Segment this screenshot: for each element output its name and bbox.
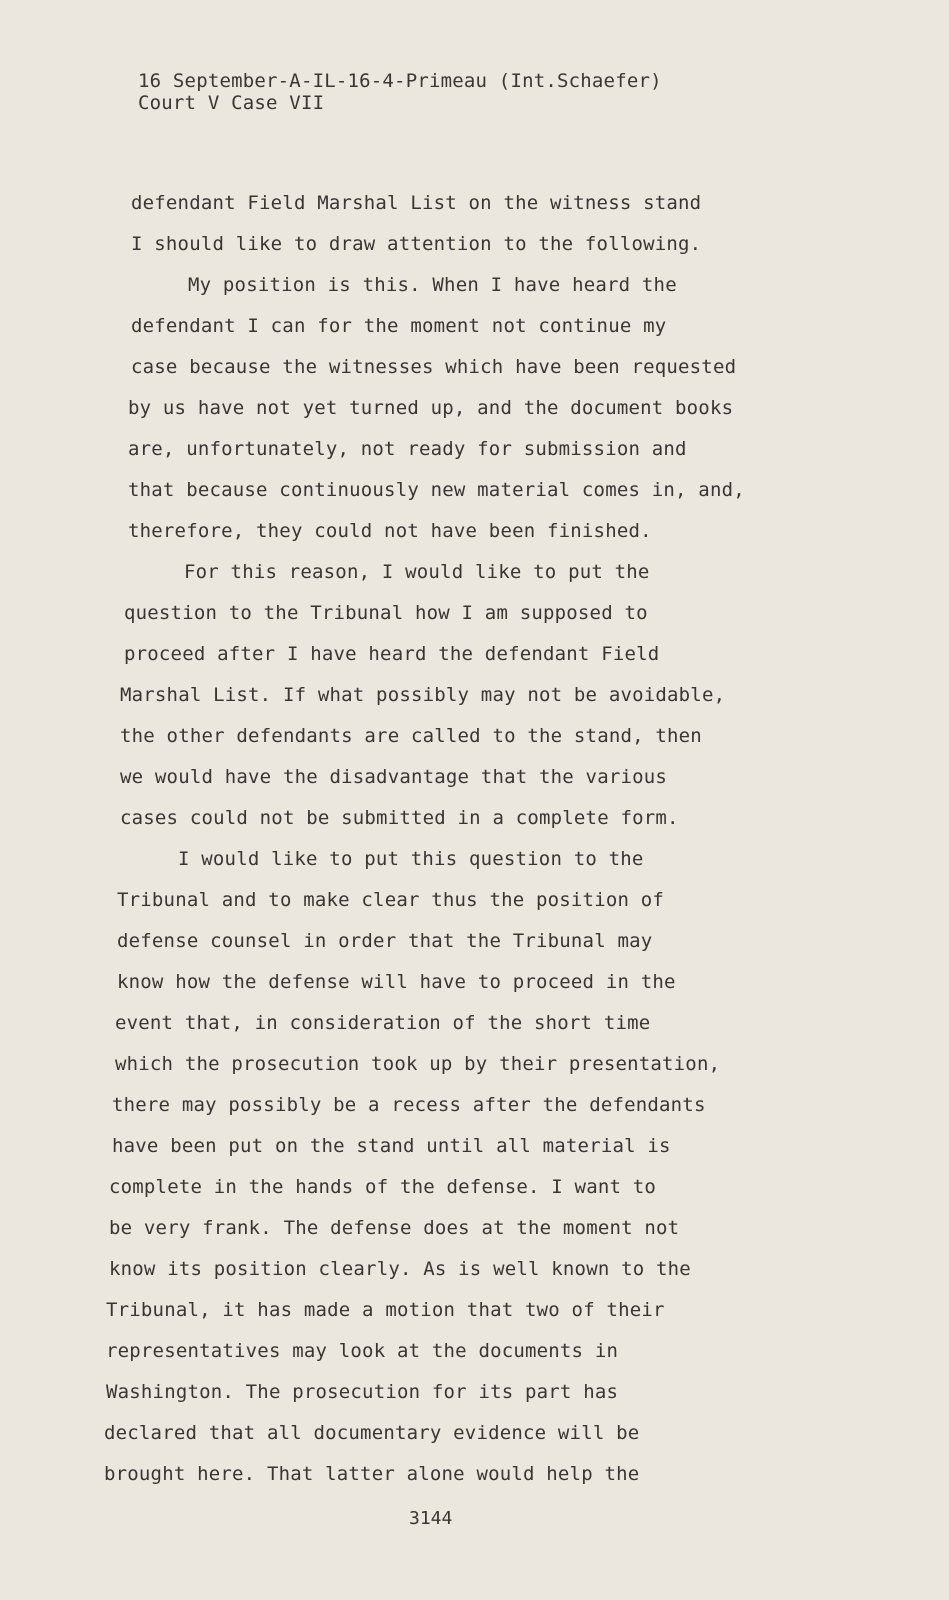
- text-line: declared that all documentary evidence will be: [104, 1422, 640, 1444]
- text-line: event that, in consideration of the short time: [115, 1012, 651, 1034]
- header-session-line: 16 September-A-IL-16-4-Primeau (Int.Schaefer): [138, 70, 662, 92]
- text-line: which the prosecution took up by their presentation,: [115, 1053, 721, 1075]
- text-line: have been put on the stand until all material is: [112, 1135, 671, 1157]
- page-number: 3144: [409, 1508, 453, 1529]
- text-line: cases could not be submitted in a complete form.: [120, 807, 679, 829]
- text-line: proceed after I have heard the defendant Field: [124, 643, 660, 665]
- text-line: we would have the disadvantage that the various: [120, 766, 668, 788]
- text-line: case because the witnesses which have been requested: [131, 356, 737, 378]
- text-line: therefore, they could not have been finished.: [128, 520, 652, 542]
- text-line: My position is this. When I have heard the: [188, 274, 677, 296]
- text-line: question to the Tribunal how I am supposed to: [124, 602, 648, 624]
- text-line: Marshal List. If what possibly may not be avoidable,: [120, 684, 726, 706]
- text-line: defendant I can for the moment not continue my: [131, 315, 667, 337]
- text-line: that because continuously new material comes in, and,: [128, 479, 745, 501]
- header-court-line: Court V Case VII: [138, 92, 325, 114]
- text-line: brought here. That latter alone would help the: [104, 1463, 640, 1485]
- text-line: For this reason, I would like to put the: [184, 561, 650, 583]
- text-line: be very frank. The defense does at the moment not: [109, 1217, 680, 1239]
- text-line: I should like to draw attention to the following.: [131, 233, 702, 255]
- text-line: defense counsel in order that the Tribunal may: [117, 930, 653, 952]
- text-line: know how the defense will have to proceed in the: [117, 971, 676, 993]
- text-line: the other defendants are called to the stand, then: [120, 725, 702, 747]
- text-line: are, unfortunately, not ready for submission and: [128, 438, 687, 460]
- text-line: know its position clearly. As is well known to the: [109, 1258, 691, 1280]
- text-line: complete in the hands of the defense. I want to: [109, 1176, 657, 1198]
- text-line: Tribunal and to make clear thus the position of: [117, 889, 665, 911]
- text-line: representatives may look at the documents in: [106, 1340, 619, 1362]
- text-line: I would like to put this question to the: [178, 848, 644, 870]
- text-line: Washington. The prosecution for its part has: [106, 1381, 619, 1403]
- text-line: by us have not yet turned up, and the document books: [128, 397, 734, 419]
- text-line: defendant Field Marshal List on the witness stand: [131, 192, 702, 214]
- text-line: there may possibly be a recess after the defendants: [112, 1094, 706, 1116]
- text-line: Tribunal, it has made a motion that two of their: [106, 1299, 665, 1321]
